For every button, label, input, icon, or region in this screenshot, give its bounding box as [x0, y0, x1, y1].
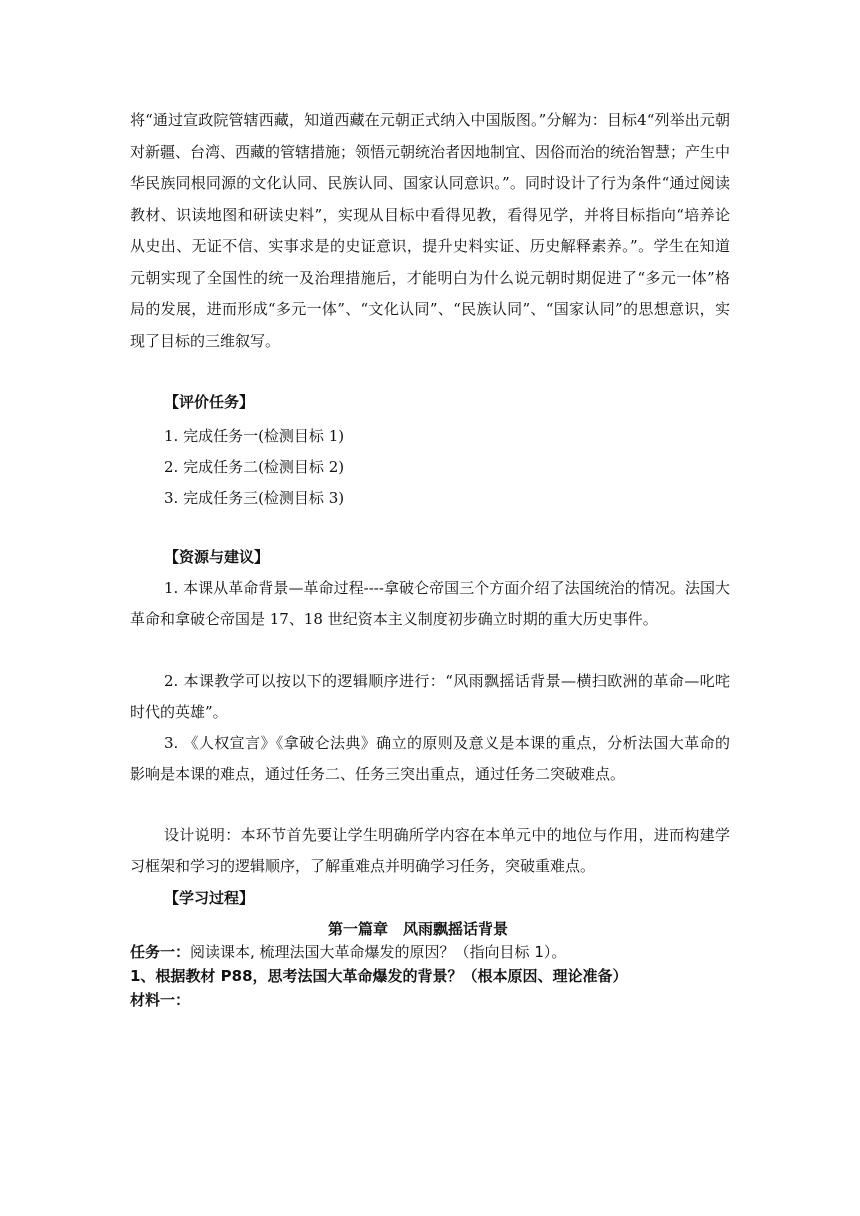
task-one-line: [130, 940, 566, 964]
design-note-paragraph: 设计说明：本环节首先要让学生明确所学内容在本单元中的地位与作用，进而构建学习框架和学习的逻辑顺序，了解重难点并明确学习任务，突破重难点。: [130, 826, 730, 875]
task-one-label: 任务一：: [130, 943, 191, 961]
evaluation-item-1: 1. 完成任务一(检测目标 1): [164, 427, 345, 445]
evaluation-item-3: 3. 完成任务三(检测目标 3): [164, 489, 345, 507]
evaluation-item-2: 2. 完成任务二(检测目标 2): [164, 458, 345, 476]
resources-paragraph-2: 2. 本课教学可以按以下的逻辑顺序进行：“风雨飘摇话背景—横扫欧洲的革命—叱咤时代的英雄”。: [130, 672, 730, 721]
material-one-label: 材料一：: [130, 991, 191, 1009]
resources-paragraph-1: 1. 本课从革命背景—革命过程----拿破仑帝国三个方面介绍了法国统治的情况。法国大革命和拿破仑帝国是 17、18 世纪资本主义制度初步确立时期的重大历史事件。: [130, 579, 730, 628]
process-heading: 【学习过程】: [164, 889, 255, 907]
resources-paragraph-3: 3. 《人权宣言》《拿破仑法典》确立的原则及意义是本课的重点，分析法国大革命的影响是本课的难点，通过任务二、任务三突出重点，通过任务二突破难点。: [130, 734, 730, 783]
intro-paragraph: 将“通过宣政院管辖西藏，知道西藏在元朝正式纳入中国版图。”分解为：目标4“列举出元朝对新疆、台湾、西藏的管辖措施；领悟元朝统治者因地制宜、因俗而治的统治智慧；产生中华民族同根同源的文化认同、民族认同、国家认同意识。”。同时设计了行为条件“通过阅读教材、识读地图和研读史料”，实现从目标中看得见教，看得见学，并将目标指向“培养论从史出、无证不信、实事求是的史证意识，提升史料实证、历史解释素养。”。学生在知道元朝实现了全国性的统一及治理措施后，才能明白为什么说元朝时期促进了“多元一体”格局的发展，进而形成“多元一体”、“文化认同”、“民族认同”、“国家认同”的思想意识，实现了目标的三维叙写。: [130, 111, 731, 350]
task-one-text: 阅读课本, 梳理法国大革命爆发的原因？（指向目标 1）。: [190, 943, 567, 961]
chapter-title: 第一篇章 风雨飘摇话背景: [328, 920, 509, 938]
evaluation-heading: 【评价任务】: [164, 393, 255, 411]
resources-heading: 【资源与建议】: [164, 548, 270, 566]
question-one: 1、根据教材 P88，思考法国大革命爆发的背景？（根本原因、理论准备）: [130, 967, 628, 985]
